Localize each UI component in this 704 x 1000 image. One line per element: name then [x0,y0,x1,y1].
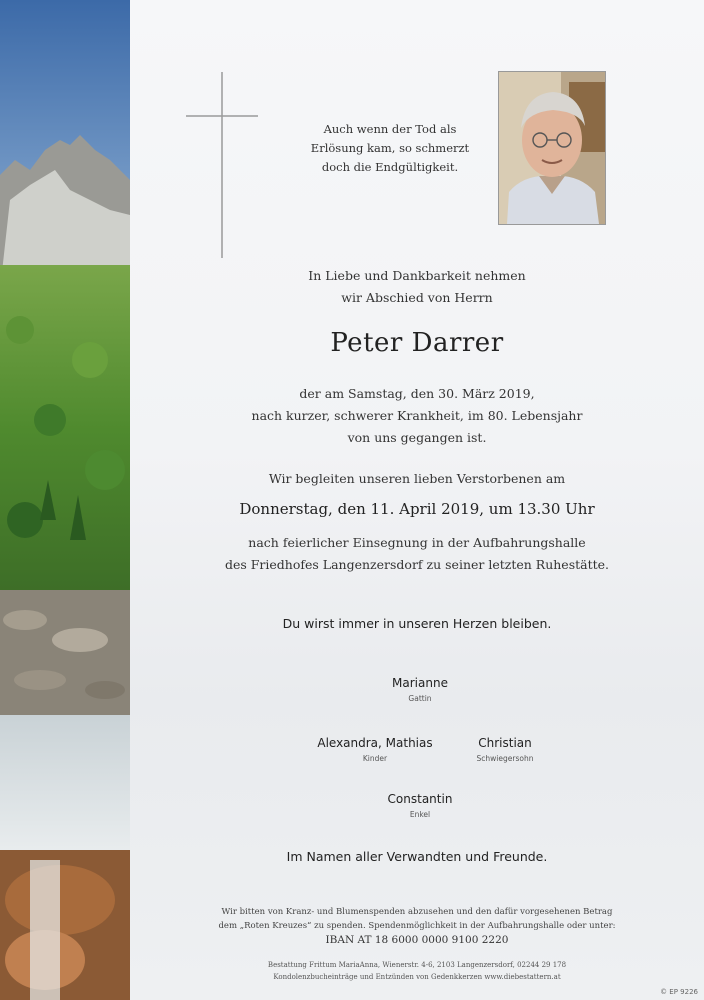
intro-line: In Liebe und Dankbarkeit nehmen [308,268,526,283]
mourner-role: Kinder [362,754,388,763]
footer-line: Kondolenzbucheinträge und Entzünden von Gedenkkerzen www.diebestattern.at [273,973,561,981]
intro [130,265,704,309]
death-info-line: nach kurzer, schwerer Krankheit, im 80. Lebensjahr [251,408,583,423]
quote-line: doch die Endgültigkeit. [321,160,459,174]
portrait-photo [498,71,606,225]
closing-text: Im Namen aller Verwandten und Freunde. [286,849,548,864]
ceremony-info [130,532,704,576]
donation-note [130,905,704,947]
cross-icon [186,72,258,258]
print-code: © EP 9226 [660,988,698,996]
donation-line: dem „Roten Kreuzes“ zu spenden. Spendenmöglichkeit in der Aufbahrungshalle oder unter: [218,921,616,931]
mourner-name: Christian [478,736,532,750]
funeral-date: Donnerstag, den 11. April 2019, um 13.30 Uhr [239,500,595,518]
mourner-role: Schwiegersohn [476,754,534,763]
quote [305,120,475,177]
accompany-text: Wir begleiten unseren lieben Verstorbenen am [268,471,566,486]
motto: Du wirst immer in unseren Herzen bleiben. [282,616,552,631]
death-info-line: der am Samstag, den 30. März 2019, [299,386,535,401]
quote-line: Auch wenn der Tod als [323,122,457,136]
deceased-name: Peter Darrer [330,328,504,358]
donation-line: Wir bitten von Kranz- und Blumenspenden abzusehen und den dafür vorgesehenen Betrag [221,907,613,917]
ceremony-line: des Friedhofes Langenzersdorf zu seiner letzten Ruhestätte. [224,557,610,572]
footer [130,959,704,983]
death-info [130,383,704,449]
mourner-children [295,736,455,763]
mourner-name: Marianne [392,676,448,690]
intro-line: wir Abschied von Herrn [341,290,493,305]
mourner-role: Gattin [408,694,432,703]
mourner-grandchild [360,792,480,819]
mourner-son-in-law [455,736,555,763]
mourner-wife [360,676,480,703]
death-info-line: von uns gegangen ist. [347,430,487,445]
iban: IBAN AT 18 6000 0000 9100 2220 [325,934,509,946]
mourner-role: Enkel [409,810,431,819]
ceremony-line: nach feierlicher Einsegnung in der Aufbahrungshalle [248,535,586,550]
quote-line: Erlösung kam, so schmerzt [310,141,470,155]
mourner-name: Constantin [387,792,453,806]
mourner-name: Alexandra, Mathias [317,736,433,750]
landscape-image-strip [0,0,130,1000]
footer-line: Bestattung Frittum MariaAnna, Wienerstr. 4-6, 2103 Langenzersdorf, 02244 29 178 [267,961,567,969]
